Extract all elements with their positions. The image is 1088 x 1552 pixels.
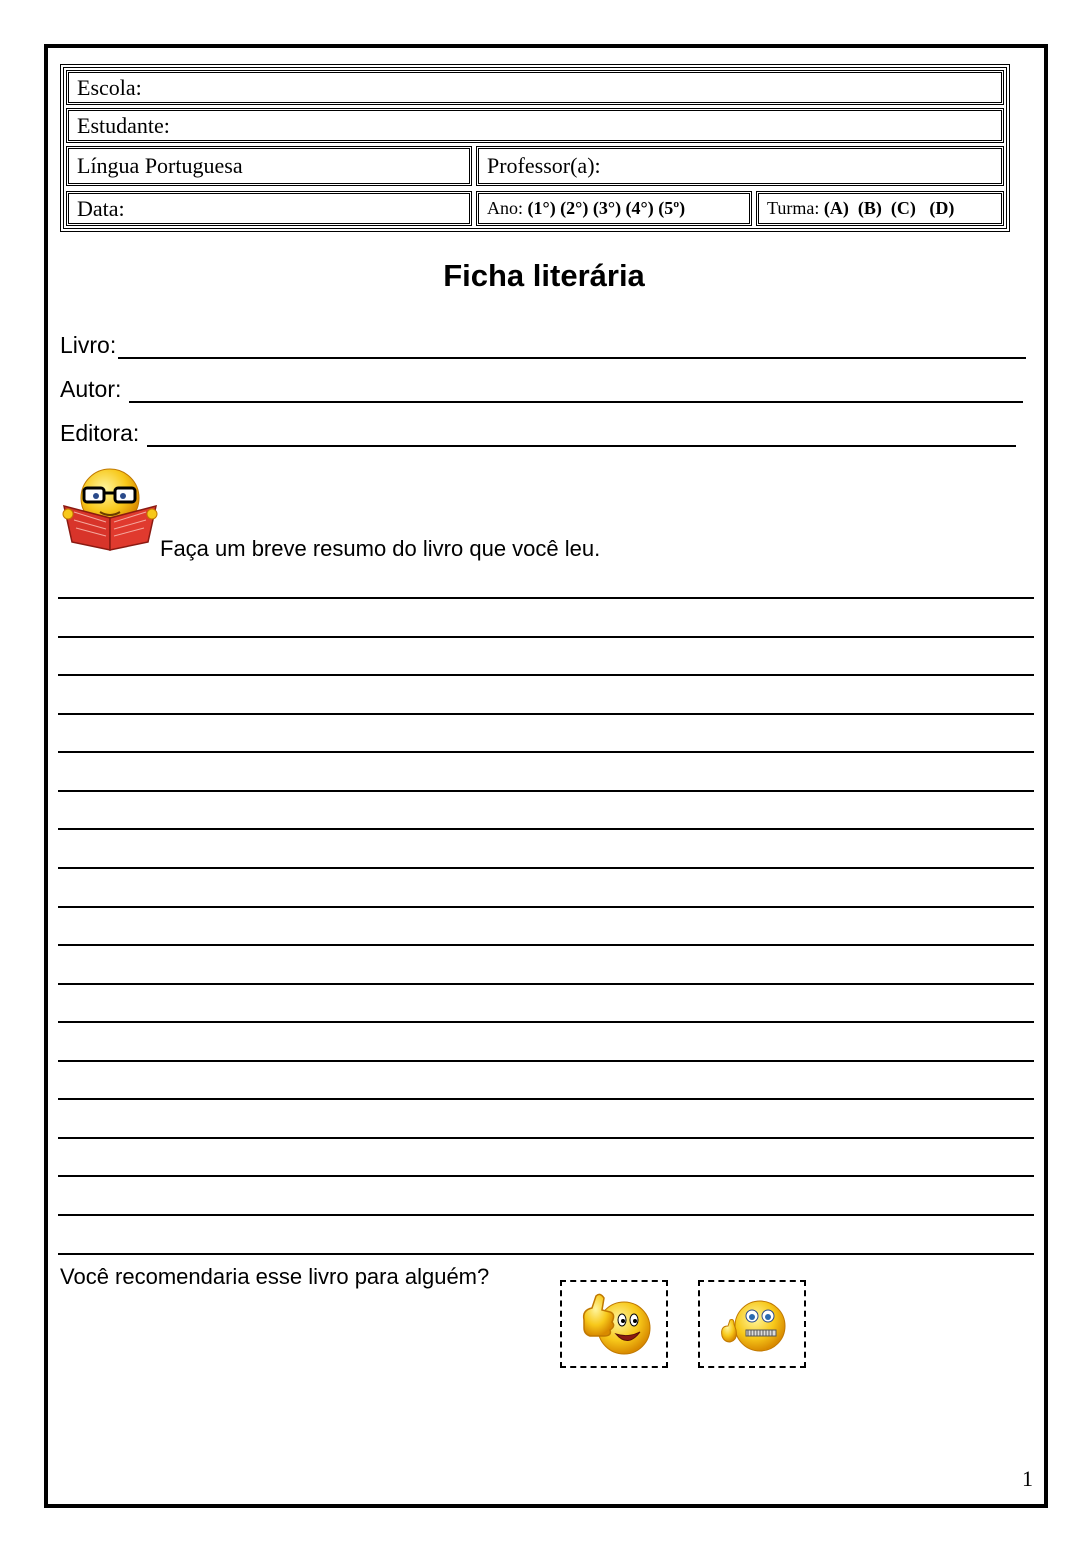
- instruction-text: Faça um breve resumo do livro que você leu.: [160, 536, 601, 561]
- subject-cell: [66, 146, 472, 186]
- editora-field[interactable]: [60, 420, 1016, 447]
- recommend-question: Você recomendaria esse livro para alguém?: [60, 1264, 490, 1289]
- autor-line[interactable]: [129, 379, 1023, 403]
- editora-line[interactable]: [147, 423, 1016, 447]
- writing-line[interactable]: [58, 1060, 1034, 1062]
- editora-label: Editora:: [60, 420, 140, 446]
- writing-line[interactable]: [58, 944, 1034, 946]
- autor-label: Autor:: [60, 376, 122, 402]
- subject-label: Língua Portuguesa: [77, 153, 243, 178]
- writing-line[interactable]: [58, 1253, 1034, 1255]
- livro-line[interactable]: [118, 335, 1026, 359]
- recommend-no-box[interactable]: [698, 1280, 806, 1368]
- writing-line[interactable]: [58, 1137, 1034, 1139]
- professor-field[interactable]: [476, 146, 1004, 186]
- ano-options: (1°) (2°) (3°) (4°) (5º): [527, 198, 686, 218]
- writing-line[interactable]: [58, 1175, 1034, 1177]
- page-title: Ficha literária: [443, 258, 645, 293]
- turma-label: Turma:: [767, 198, 820, 218]
- writing-line[interactable]: [58, 906, 1034, 908]
- writing-line[interactable]: [58, 1214, 1034, 1216]
- page-number: 1: [1022, 1466, 1033, 1491]
- autor-field[interactable]: [60, 376, 1023, 403]
- writing-line[interactable]: [58, 1098, 1034, 1100]
- writing-line[interactable]: [58, 713, 1034, 715]
- writing-line[interactable]: [58, 867, 1034, 869]
- writing-line[interactable]: [58, 1021, 1034, 1023]
- writing-line[interactable]: [58, 597, 1034, 599]
- writing-line[interactable]: [58, 636, 1034, 638]
- data-field[interactable]: [66, 191, 472, 226]
- livro-label: Livro:: [60, 332, 117, 358]
- ano-field[interactable]: [476, 191, 752, 226]
- writing-line[interactable]: [58, 751, 1034, 753]
- turma-options: (A) (B) (C) (D): [823, 198, 955, 218]
- writing-line[interactable]: [58, 674, 1034, 676]
- livro-field[interactable]: [60, 332, 1026, 359]
- recommend-yes-box[interactable]: [560, 1280, 668, 1368]
- turma-field[interactable]: [756, 191, 1004, 226]
- thumbs-up-emoji-icon: [578, 1290, 654, 1358]
- writing-line[interactable]: [58, 828, 1034, 830]
- writing-line[interactable]: [58, 983, 1034, 985]
- estudante-label: Estudante:: [77, 112, 170, 138]
- data-label: Data:: [77, 195, 125, 221]
- escola-field[interactable]: [66, 70, 1004, 105]
- estudante-field[interactable]: [66, 108, 1004, 143]
- ano-label: Ano:: [487, 198, 523, 218]
- professor-label: Professor(a):: [487, 153, 601, 178]
- reading-emoji-icon: [60, 466, 162, 552]
- zipped-mouth-emoji-icon: [718, 1296, 790, 1356]
- escola-label: Escola:: [77, 74, 142, 100]
- writing-line[interactable]: [58, 790, 1034, 792]
